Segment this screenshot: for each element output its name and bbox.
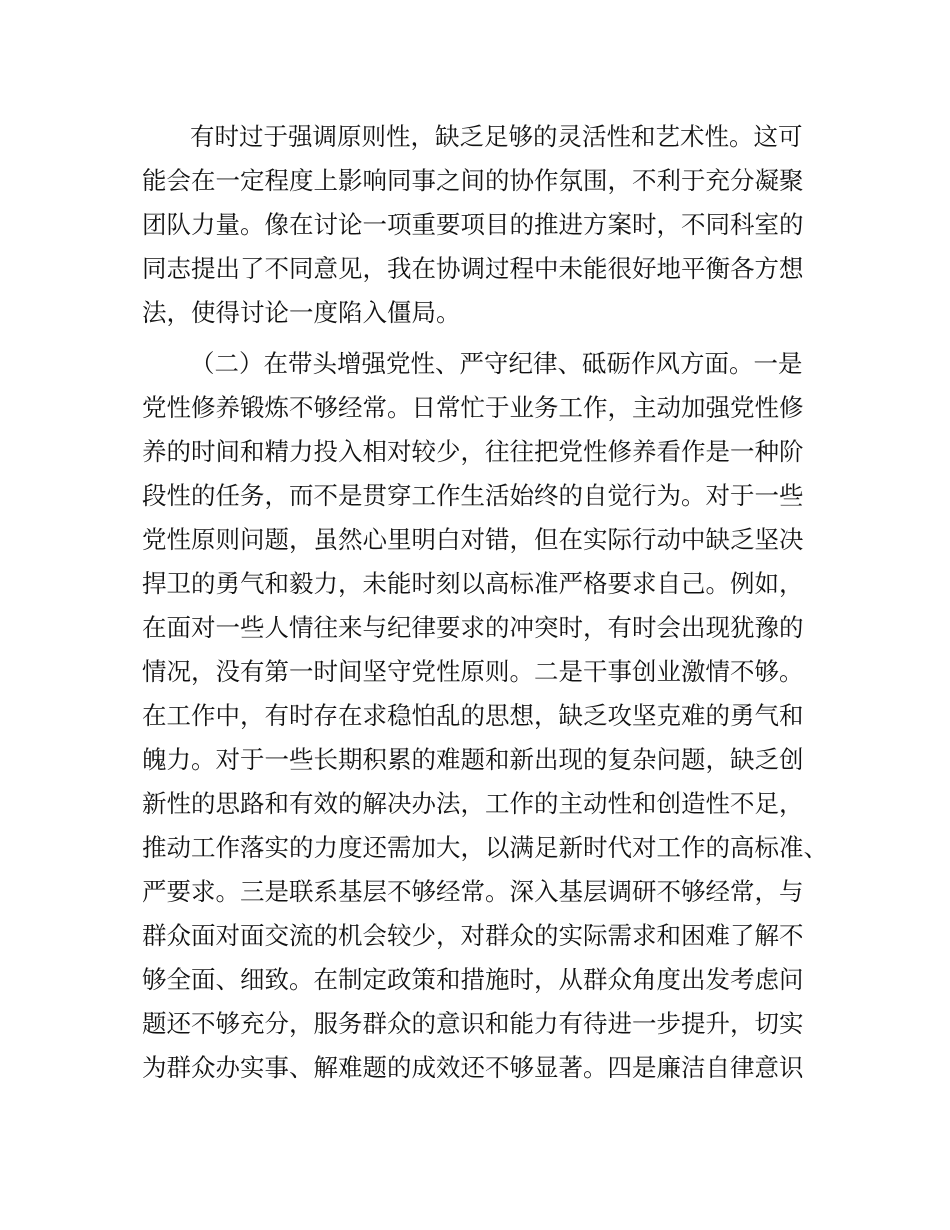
text-line: 情况，没有第一时间坚守党性原则。二是干事创业激情不够。	[142, 657, 804, 686]
text-line: 在面对一些人情往来与纪律要求的冲突时，有时会出现犹豫的	[142, 613, 804, 642]
text-line: 团队力量。像在讨论一项重要项目的推进方案时，不同科室的	[142, 210, 804, 239]
text-line: 法，使得讨论一度陷入僵局。	[142, 298, 461, 327]
text-line: 新性的思路和有效的解决办法，工作的主动性和创造性不足，	[142, 789, 804, 818]
text-line: 够全面、细致。在制定政策和措施时，从群众角度出发考虑问	[142, 965, 804, 994]
text-line: 捍卫的勇气和毅力，未能时刻以高标准严格要求自己。例如，	[142, 569, 804, 598]
text-line: 魄力。对于一些长期积累的难题和新出现的复杂问题，缺乏创	[142, 745, 804, 774]
text-line: 能会在一定程度上影响同事之间的协作氛围，不利于充分凝聚	[142, 166, 804, 195]
text-line: 同志提出了不同意见，我在协调过程中未能很好地平衡各方想	[142, 254, 804, 283]
text-line: 推动工作落实的力度还需加大，以满足新时代对工作的高标准、	[142, 833, 828, 862]
text-line: 党性原则问题，虽然心里明白对错，但在实际行动中缺乏坚决	[142, 525, 804, 554]
text-line: 在工作中，有时存在求稳怕乱的思想，缺乏攻坚克难的勇气和	[142, 701, 804, 730]
text-line: 段性的任务，而不是贯穿工作生活始终的自觉行为。对于一些	[142, 481, 804, 510]
text-line: 题还不够充分，服务群众的意识和能力有待进一步提升，切实	[142, 1009, 804, 1038]
text-line: 为群众办实事、解难题的成效还不够显著。四是廉洁自律意识	[142, 1053, 804, 1082]
text-line: 养的时间和精力投入相对较少，往往把党性修养看作是一种阶	[142, 437, 804, 466]
text-line: （二）在带头增强党性、严守纪律、砥砺作风方面。一是	[190, 349, 803, 378]
text-line: 群众面对面交流的机会较少，对群众的实际需求和困难了解不	[142, 921, 804, 950]
text-line: 有时过于强调原则性，缺乏足够的灵活性和艺术性。这可	[190, 122, 803, 151]
text-line: 党性修养锻炼不够经常。日常忙于业务工作，主动加强党性修	[142, 393, 804, 422]
text-line: 严要求。三是联系基层不够经常。深入基层调研不够经常，与	[142, 877, 804, 906]
